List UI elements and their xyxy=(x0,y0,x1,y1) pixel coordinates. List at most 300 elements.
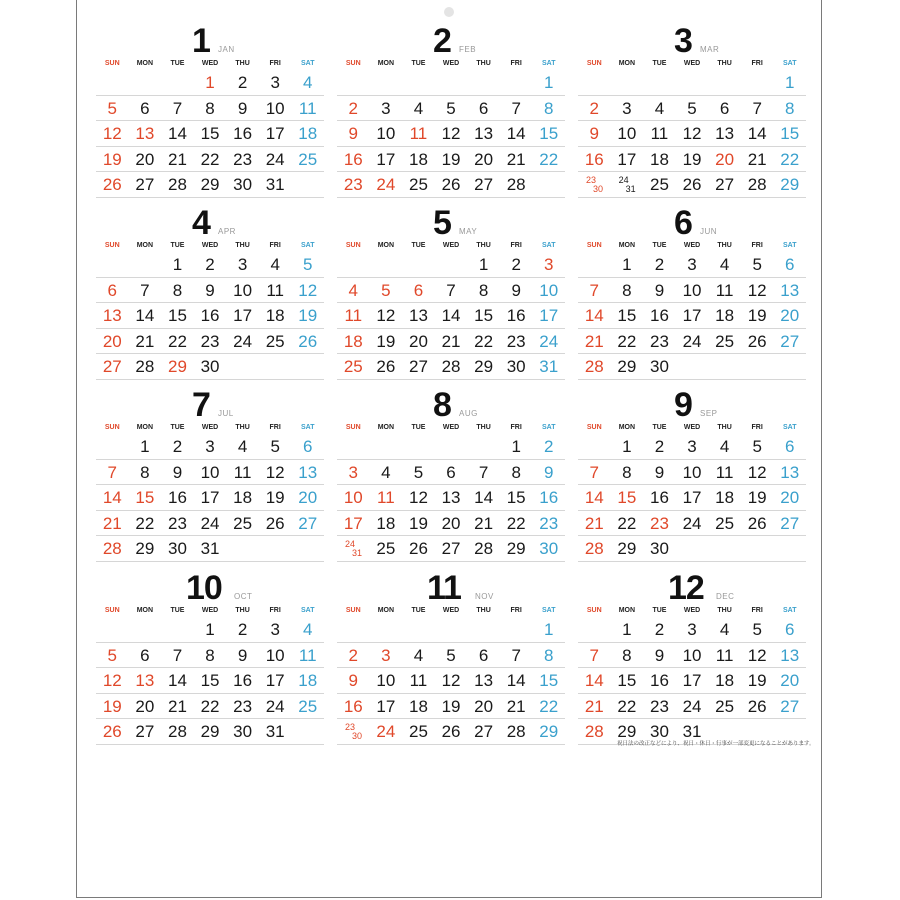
day: 5 xyxy=(687,98,697,118)
day: 31 xyxy=(682,722,702,741)
day: 25 xyxy=(715,331,735,351)
day: 7 xyxy=(589,280,600,300)
month-number: 10 xyxy=(186,569,222,607)
day: 30 xyxy=(593,184,604,194)
empty-day xyxy=(773,354,806,379)
day: 17 xyxy=(682,671,702,690)
weekday-header xyxy=(337,422,565,434)
month-feb xyxy=(337,22,565,198)
day: 15 xyxy=(474,306,494,325)
day: 26 xyxy=(265,513,285,533)
day: 18 xyxy=(408,696,428,716)
day: 14 xyxy=(167,671,187,690)
weekday-fri: FRI xyxy=(269,242,281,249)
day: 4 xyxy=(719,255,730,274)
day: 26 xyxy=(102,722,122,741)
day: 22 xyxy=(474,331,494,351)
day: 4 xyxy=(413,645,424,665)
day: 24 xyxy=(682,331,702,351)
empty-day xyxy=(370,70,403,95)
day: 9 xyxy=(589,124,600,143)
day: 24 xyxy=(265,696,285,716)
day-saturday: 13 xyxy=(298,462,318,482)
day: 26 xyxy=(747,513,767,533)
weekday-tue: TUE xyxy=(411,60,426,67)
month-header xyxy=(337,204,565,242)
empty-day xyxy=(337,617,370,642)
empty-day xyxy=(402,252,435,277)
day: 3 xyxy=(381,98,391,118)
day: 2 xyxy=(237,620,248,639)
day: 13 xyxy=(474,671,494,690)
day-saturday: 31 xyxy=(539,357,559,376)
day: 15 xyxy=(200,124,220,143)
weekday-sat: SAT xyxy=(783,607,797,614)
day: 12 xyxy=(408,488,428,507)
day: 29 xyxy=(506,539,526,558)
day: 12 xyxy=(102,671,122,690)
day-saturday: 13 xyxy=(780,645,800,665)
day: 11 xyxy=(715,462,734,482)
day: 10 xyxy=(265,98,285,118)
day: 2 xyxy=(511,255,521,274)
week-row xyxy=(96,252,324,278)
day: 16 xyxy=(233,671,253,690)
day: 31 xyxy=(625,184,636,194)
day: 2 xyxy=(348,645,359,665)
week-row xyxy=(337,329,565,355)
weekday-header xyxy=(96,58,324,70)
empty-day xyxy=(500,70,533,95)
day: 7 xyxy=(107,462,118,482)
day: 27 xyxy=(474,175,494,194)
day: 21 xyxy=(167,149,187,169)
empty-day xyxy=(467,70,500,95)
day: 9 xyxy=(205,280,215,300)
day: 27 xyxy=(441,539,461,558)
day-holiday: 6 xyxy=(413,280,424,300)
month-abbr: JUL xyxy=(218,409,234,418)
day: 31 xyxy=(352,548,363,558)
day: 2 xyxy=(654,437,665,456)
day: 23 xyxy=(506,331,526,351)
weekday-wed: WED xyxy=(683,424,701,431)
empty-day xyxy=(370,617,403,642)
empty-day xyxy=(402,617,435,642)
week-row xyxy=(96,96,324,122)
day-holiday: 11 xyxy=(409,124,428,143)
day: 30 xyxy=(649,539,669,558)
day: 23 xyxy=(233,696,253,716)
day: 2 xyxy=(348,98,359,118)
week-row xyxy=(337,70,565,96)
day: 27 xyxy=(715,175,735,194)
day: 28 xyxy=(102,539,122,558)
day-saturday: 16 xyxy=(539,488,559,507)
day: 25 xyxy=(715,513,735,533)
day: 17 xyxy=(376,696,396,716)
weekday-header xyxy=(578,240,806,252)
weekday-mon: MON xyxy=(618,242,636,249)
day: 11 xyxy=(266,280,284,300)
day: 30 xyxy=(506,357,526,376)
day: 24 xyxy=(265,149,285,169)
weekday-fri: FRI xyxy=(751,607,763,614)
month-abbr: JAN xyxy=(218,45,235,54)
day-saturday: 17 xyxy=(539,306,559,325)
day: 23 xyxy=(586,175,597,185)
month-mar xyxy=(578,22,806,198)
day: 17 xyxy=(265,671,285,690)
day: 14 xyxy=(584,306,604,325)
day-saturday: 29 xyxy=(539,722,559,741)
day-holiday: 20 xyxy=(715,149,735,169)
day-saturday: 22 xyxy=(539,149,559,169)
day: 14 xyxy=(506,671,526,690)
day: 23 xyxy=(345,722,356,732)
day: 9 xyxy=(348,124,359,143)
day-saturday: 1 xyxy=(544,620,554,639)
day: 1 xyxy=(205,620,215,639)
day-saturday: 11 xyxy=(298,98,317,118)
day: 9 xyxy=(237,645,248,665)
day: 29 xyxy=(200,175,220,194)
day: 26 xyxy=(441,722,461,741)
day: 15 xyxy=(617,671,637,690)
day: 8 xyxy=(622,645,632,665)
empty-day xyxy=(435,70,468,95)
weekday-sun: SUN xyxy=(586,60,602,67)
day: 19 xyxy=(441,149,461,169)
week-row xyxy=(337,536,565,562)
day-saturday: 18 xyxy=(298,671,318,690)
day: 12 xyxy=(747,280,767,300)
day: 15 xyxy=(617,306,637,325)
week-row xyxy=(337,121,565,147)
day: 20 xyxy=(474,696,494,716)
weekday-sun: SUN xyxy=(104,424,120,431)
week-row xyxy=(96,172,324,198)
empty-day xyxy=(578,434,611,459)
weekday-sun: SUN xyxy=(345,242,361,249)
day: 27 xyxy=(102,357,122,376)
day: 10 xyxy=(265,645,285,665)
day: 1 xyxy=(478,255,489,274)
day: 22 xyxy=(200,149,220,169)
day: 11 xyxy=(409,671,428,690)
day: 4 xyxy=(413,98,424,118)
week-row xyxy=(578,303,806,329)
day: 7 xyxy=(752,98,762,118)
day-holiday: 23 xyxy=(649,513,669,533)
day: 21 xyxy=(584,696,604,716)
day: 16 xyxy=(343,696,363,716)
day-saturday: 25 xyxy=(298,149,318,169)
empty-day xyxy=(435,252,468,277)
day-holiday: 11 xyxy=(377,488,395,507)
day: 25 xyxy=(408,722,428,741)
day: 3 xyxy=(348,462,359,482)
empty-day xyxy=(402,70,435,95)
weekday-sat: SAT xyxy=(301,242,315,249)
weekday-thu: THU xyxy=(717,60,732,67)
week-row xyxy=(337,694,565,720)
day-saturday: 20 xyxy=(780,306,800,325)
weekday-tue: TUE xyxy=(411,607,426,614)
empty-day xyxy=(226,354,259,379)
weekday-mon: MON xyxy=(377,60,395,67)
weekday-tue: TUE xyxy=(170,60,185,67)
day: 27 xyxy=(135,722,155,741)
day: 26 xyxy=(682,175,702,194)
month-abbr: APR xyxy=(218,227,236,236)
hanging-hole xyxy=(444,7,454,17)
empty-day xyxy=(741,354,774,379)
weekday-sat: SAT xyxy=(783,424,797,431)
empty-day xyxy=(676,536,709,561)
week-row xyxy=(578,617,806,643)
day: 28 xyxy=(506,722,526,741)
week-row xyxy=(96,329,324,355)
weekday-fri: FRI xyxy=(510,242,522,249)
day: 12 xyxy=(682,124,702,143)
weekday-thu: THU xyxy=(717,242,732,249)
weekday-sat: SAT xyxy=(542,242,556,249)
empty-day xyxy=(676,354,709,379)
day: 10 xyxy=(682,462,702,482)
weekday-thu: THU xyxy=(476,60,491,67)
day: 10 xyxy=(233,280,253,300)
day: 11 xyxy=(344,306,363,325)
day: 4 xyxy=(348,280,359,300)
weekday-wed: WED xyxy=(683,60,701,67)
day-saturday: 5 xyxy=(303,255,313,274)
week-row xyxy=(578,694,806,720)
day: 9 xyxy=(654,462,665,482)
day: 10 xyxy=(682,645,702,665)
day: 7 xyxy=(446,280,456,300)
day: 17 xyxy=(682,306,702,325)
weekday-tue: TUE xyxy=(411,242,426,249)
day-saturday: 11 xyxy=(298,645,317,665)
day: 13 xyxy=(441,488,461,507)
month-abbr: NOV xyxy=(475,592,494,601)
month-may xyxy=(337,204,565,380)
month-aug xyxy=(337,386,565,562)
week-row xyxy=(96,354,324,380)
weekday-sun: SUN xyxy=(586,242,602,249)
day-saturday: 6 xyxy=(785,437,795,456)
month-abbr: AUG xyxy=(459,409,478,418)
day: 24 xyxy=(345,539,356,549)
empty-day xyxy=(643,70,676,95)
week-row xyxy=(96,460,324,486)
empty-day xyxy=(129,70,162,95)
week-row xyxy=(578,460,806,486)
month-jul xyxy=(96,386,324,562)
week-row xyxy=(578,511,806,537)
day: 6 xyxy=(107,280,118,300)
day: 7 xyxy=(478,462,489,482)
empty-day xyxy=(708,354,741,379)
empty-day xyxy=(578,70,611,95)
day: 6 xyxy=(478,98,489,118)
day: 8 xyxy=(205,645,215,665)
weekday-wed: WED xyxy=(201,60,219,67)
weekday-sun: SUN xyxy=(104,242,120,249)
empty-day xyxy=(435,434,468,459)
day: 1 xyxy=(622,437,632,456)
day-holiday: 15 xyxy=(135,488,155,507)
day: 29 xyxy=(617,357,637,376)
day: 21 xyxy=(167,696,187,716)
day: 17 xyxy=(682,488,702,507)
day: 19 xyxy=(376,331,396,351)
month-abbr: JUN xyxy=(700,227,718,236)
day: 14 xyxy=(441,306,461,325)
day-saturday: 4 xyxy=(303,620,313,639)
weekday-fri: FRI xyxy=(510,60,522,67)
day: 3 xyxy=(687,437,697,456)
day-saturday: 13 xyxy=(780,462,800,482)
month-header xyxy=(96,204,324,242)
empty-day xyxy=(708,536,741,561)
day: 25 xyxy=(649,175,669,194)
day-saturday: 25 xyxy=(298,696,318,716)
day: 26 xyxy=(441,175,461,194)
day: 19 xyxy=(408,513,428,533)
day: 3 xyxy=(687,255,697,274)
day: 12 xyxy=(102,124,122,143)
day: 3 xyxy=(270,620,280,639)
day: 6 xyxy=(140,98,150,118)
day: 30 xyxy=(352,731,363,741)
month-header xyxy=(337,22,565,60)
month-number: 3 xyxy=(674,22,692,60)
week-row xyxy=(96,511,324,537)
day: 15 xyxy=(200,671,220,690)
day-combined xyxy=(578,172,611,197)
month-dec xyxy=(578,569,806,745)
weekday-mon: MON xyxy=(377,607,395,614)
weekday-thu: THU xyxy=(476,242,491,249)
month-number: 11 xyxy=(427,569,461,607)
day: 8 xyxy=(622,462,632,482)
weekday-thu: THU xyxy=(235,424,250,431)
day-saturday: 15 xyxy=(539,671,559,690)
week-row xyxy=(578,252,806,278)
day: 14 xyxy=(584,671,604,690)
week-row xyxy=(337,172,565,198)
day: 9 xyxy=(172,462,183,482)
day: 18 xyxy=(265,306,285,325)
holiday-note: 祝日法の改正などにより、祝日・休日・行事が一部変更になることがあります。 xyxy=(617,741,815,747)
month-oct xyxy=(96,569,324,745)
day: 15 xyxy=(506,488,526,507)
day: 30 xyxy=(233,175,253,194)
day: 18 xyxy=(715,306,735,325)
week-row xyxy=(96,434,324,460)
weekday-fri: FRI xyxy=(751,242,763,249)
day: 17 xyxy=(376,149,396,169)
day: 14 xyxy=(102,488,122,507)
day: 5 xyxy=(446,98,456,118)
empty-day xyxy=(291,354,324,379)
day: 25 xyxy=(233,513,253,533)
weekday-sat: SAT xyxy=(542,60,556,67)
week-row xyxy=(578,643,806,669)
day: 30 xyxy=(649,357,669,376)
weekday-thu: THU xyxy=(235,60,250,67)
day: 5 xyxy=(107,98,118,118)
day: 31 xyxy=(265,722,285,741)
month-jun xyxy=(578,204,806,380)
empty-day xyxy=(337,70,370,95)
week-row xyxy=(578,147,806,173)
weekday-tue: TUE xyxy=(652,60,667,67)
day: 20 xyxy=(135,696,155,716)
week-row xyxy=(337,252,565,278)
day: 2 xyxy=(172,437,183,456)
weekday-tue: TUE xyxy=(170,607,185,614)
day: 12 xyxy=(441,671,461,690)
day: 16 xyxy=(343,149,363,169)
day: 23 xyxy=(343,175,363,194)
month-number: 8 xyxy=(433,386,451,424)
day: 16 xyxy=(584,149,604,169)
day: 24 xyxy=(682,513,702,533)
weekday-mon: MON xyxy=(618,424,636,431)
empty-day xyxy=(161,617,194,642)
day-holiday: 24 xyxy=(376,722,396,741)
day: 19 xyxy=(747,306,767,325)
weekday-sun: SUN xyxy=(345,424,361,431)
week-row xyxy=(337,460,565,486)
empty-day xyxy=(291,719,324,744)
empty-day xyxy=(435,617,468,642)
day: 10 xyxy=(200,462,220,482)
day: 12 xyxy=(441,124,461,143)
weekday-tue: TUE xyxy=(170,242,185,249)
weekday-fri: FRI xyxy=(269,60,281,67)
day: 11 xyxy=(715,645,734,665)
day: 10 xyxy=(376,124,396,143)
weekday-wed: WED xyxy=(683,607,701,614)
day: 30 xyxy=(649,722,669,741)
day: 8 xyxy=(172,280,183,300)
day: 23 xyxy=(649,696,669,716)
day: 4 xyxy=(654,98,665,118)
day: 17 xyxy=(343,513,363,533)
weekday-fri: FRI xyxy=(510,424,522,431)
day: 27 xyxy=(135,175,155,194)
weekday-wed: WED xyxy=(201,607,219,614)
empty-day xyxy=(291,536,324,561)
day: 28 xyxy=(441,357,461,376)
day: 23 xyxy=(649,331,669,351)
day: 3 xyxy=(270,73,280,92)
weekday-fri: FRI xyxy=(269,607,281,614)
weekday-sun: SUN xyxy=(345,60,361,67)
weekday-sat: SAT xyxy=(301,424,315,431)
month-number: 2 xyxy=(433,22,451,60)
day-saturday: 27 xyxy=(780,696,800,716)
day: 23 xyxy=(167,513,187,533)
week-row xyxy=(578,668,806,694)
month-jan xyxy=(96,22,324,198)
weekday-thu: THU xyxy=(235,607,250,614)
day: 14 xyxy=(167,124,187,143)
